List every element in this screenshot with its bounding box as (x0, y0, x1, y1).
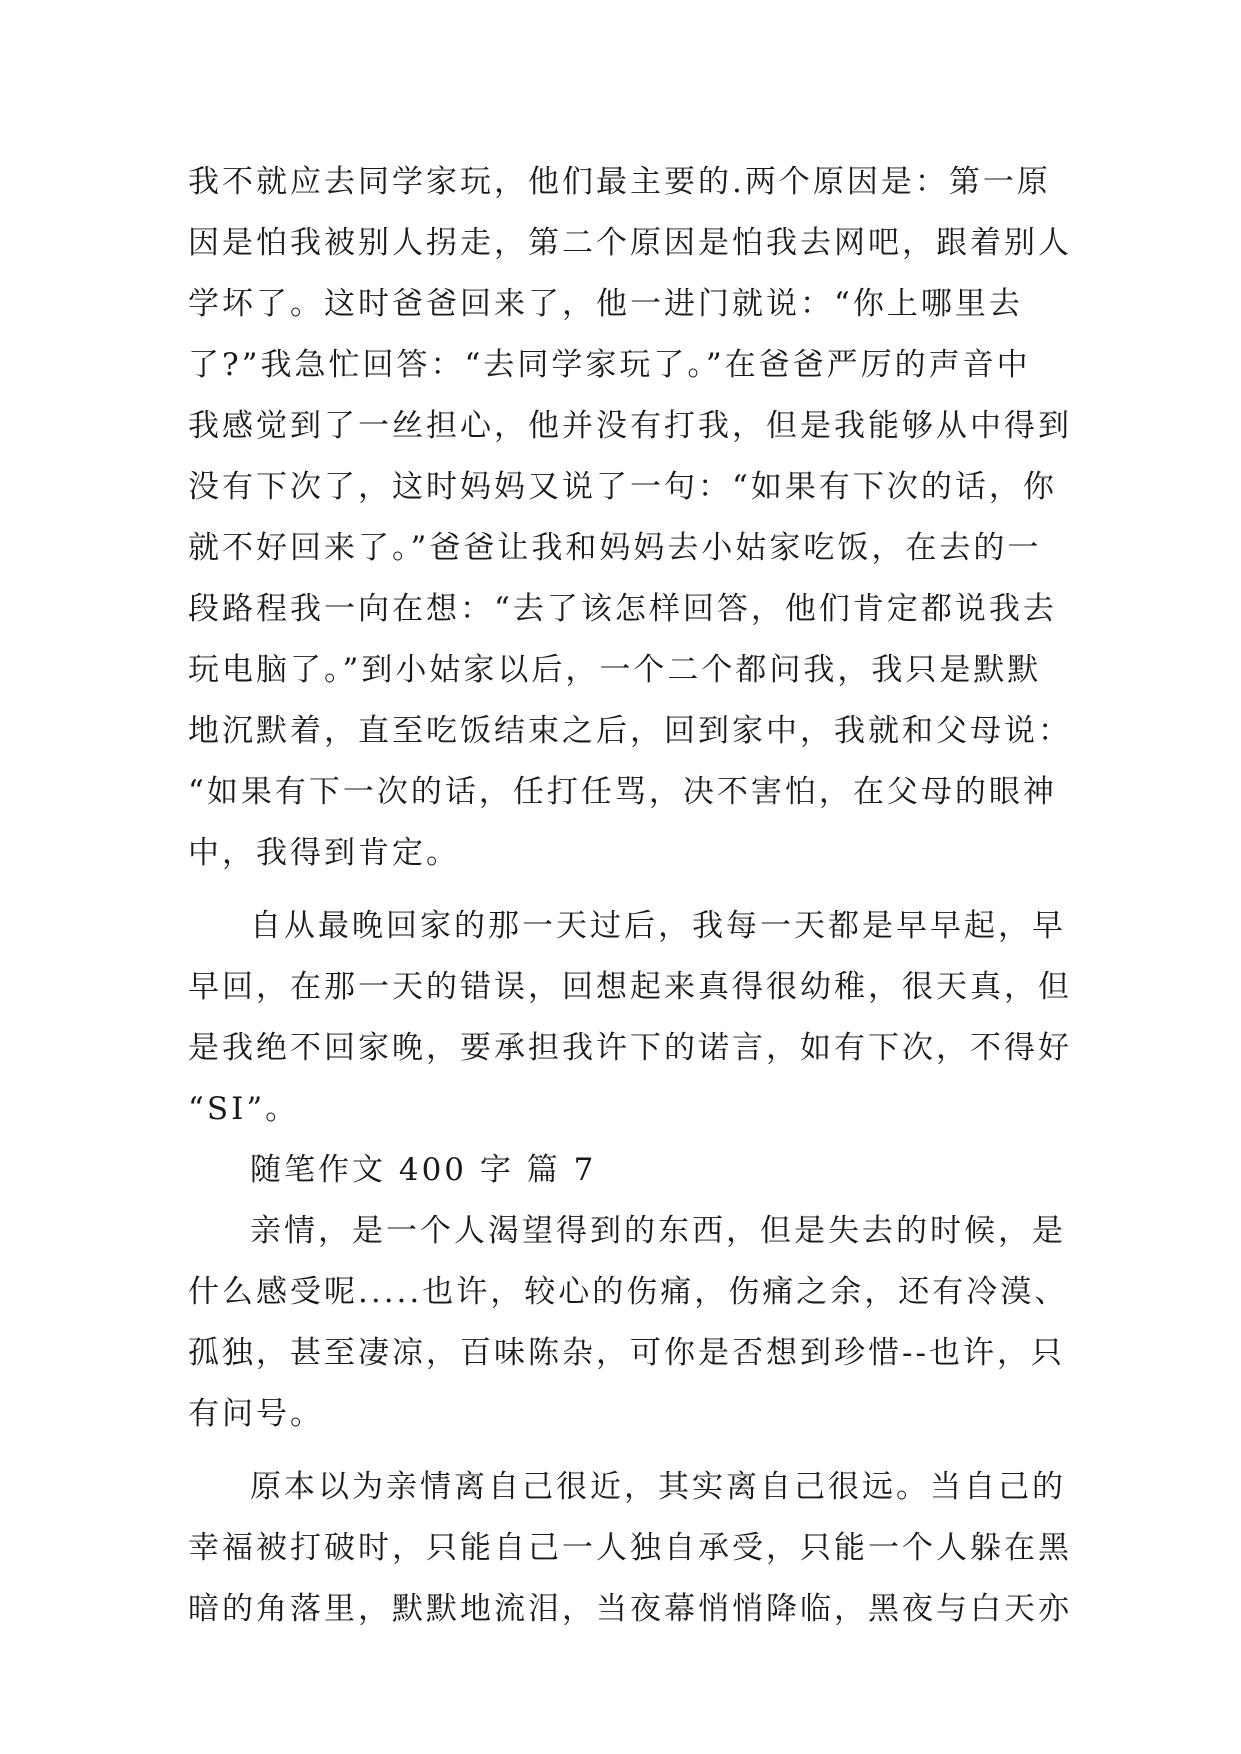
paragraph-line: 早回，在那一天的错误，回想起来真得很幼稚，很天真，但 (188, 969, 1072, 1005)
paragraph-line: 亲情，是一个人渴望得到的东西，但是失去的时候，是 (250, 1213, 1066, 1249)
paragraph-line: 了?”我急忙回答：“去同学家玩了。”在爸爸严厉的声音中 (188, 347, 1031, 383)
paragraph-line: “SI”。 (188, 1091, 300, 1127)
paragraph-4 (188, 1457, 1072, 1640)
paragraph-gap (188, 1445, 1068, 1457)
paragraph-line: 学坏了。这时爸爸回来了，他一进门就说：“你上哪里去 (188, 286, 1023, 322)
paragraph-line: 自从最晚回家的那一天过后，我每一天都是早早起，早 (250, 908, 1066, 944)
paragraph-line: “如果有下一次的话，任打任骂，决不害怕，在父母的眼神 (188, 774, 1057, 810)
paragraph-line: 中，我得到肯定。 (188, 835, 460, 871)
paragraph-line: 什么感受呢.....也许，较心的伤痛，伤痛之余，还有冷漠、 (188, 1274, 1069, 1310)
paragraph-line: 暗的角落里，默默地流泪，当夜幕悄悄降临，黑夜与白天亦 (188, 1591, 1072, 1627)
paragraph-line: 有问号。 (188, 1396, 324, 1432)
paragraph-line: 我感觉到了一丝担心，他并没有打我，但是我能够从中得到 (188, 408, 1072, 444)
paragraph-2 (188, 896, 1072, 1140)
paragraph-1 (188, 152, 1072, 884)
paragraph-line: 玩电脑了。”到小姑家以后，一个二个都问我，我只是默默 (188, 652, 1042, 688)
paragraph-line: 地沉默着，直至吃饭结束之后，回到家中，我就和父母说： (188, 713, 1072, 749)
paragraph-line: 原本以为亲情离自己很近，其实离自己很远。当自己的 (250, 1469, 1066, 1505)
paragraph-line: 就不好回来了。”爸爸让我和妈妈去小姑家吃饭，在去的一 (188, 530, 1042, 566)
paragraph-3 (188, 1201, 1068, 1445)
paragraph-line: 我不就应去同学家玩，他们最主要的.两个原因是：第一原 (188, 164, 1051, 200)
section-heading: 随笔作文 400 字 篇 7 (250, 1152, 597, 1188)
paragraph-line: 没有下次了，这时妈妈又说了一句：“如果有下次的话，你 (188, 469, 1057, 505)
paragraph-line: 因是怕我被别人拐走，第二个原因是怕我去网吧，跟着别人 (188, 225, 1072, 261)
document-page (188, 152, 1072, 1640)
paragraph-gap (188, 884, 1068, 896)
paragraph-line: 孤独，甚至凄凉，百味陈杂，可你是否想到珍惜--也许，只 (188, 1335, 1065, 1371)
paragraph-line: 段路程我一向在想：“去了该怎样回答，他们肯定都说我去 (188, 591, 1057, 627)
paragraph-line: 幸福被打破时，只能自己一人独自承受，只能一个人躲在黑 (188, 1530, 1072, 1566)
paragraph-line: 是我绝不回家晚，要承担我许下的诺言，如有下次，不得好 (188, 1030, 1072, 1066)
